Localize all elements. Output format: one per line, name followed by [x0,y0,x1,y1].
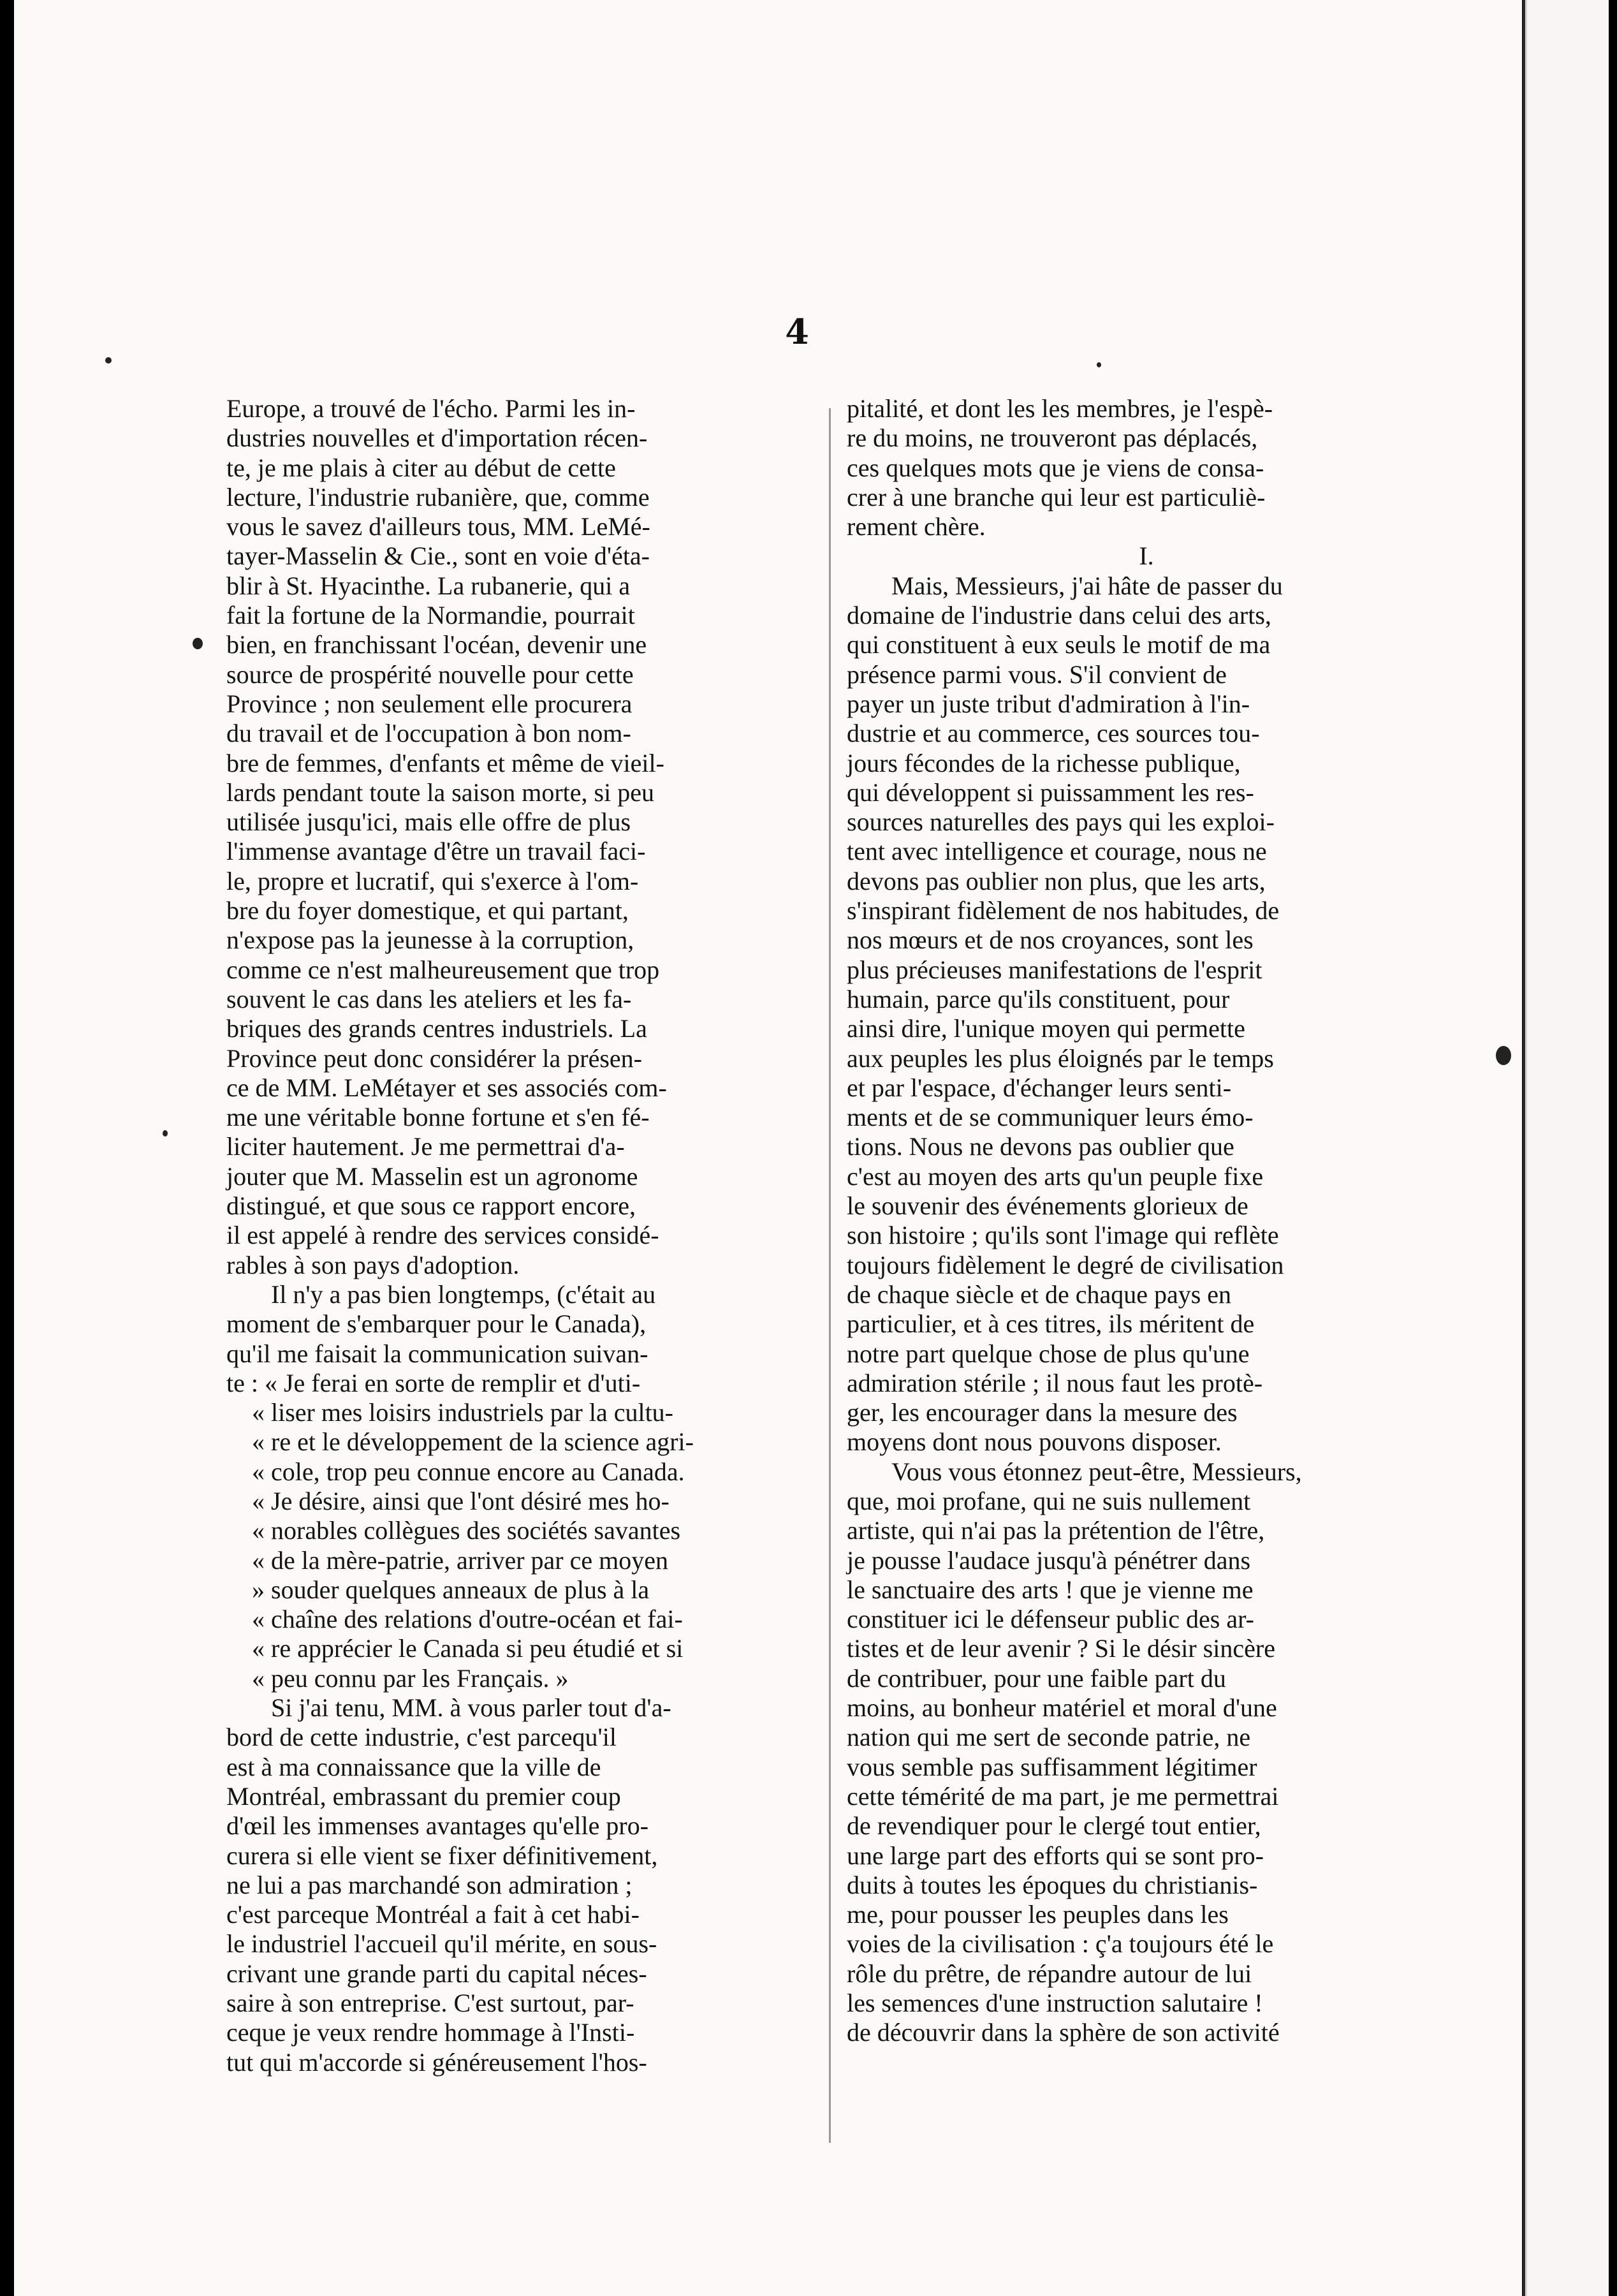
text-line: curera si elle vient se fixer définitivement, [226,1841,658,1870]
text-line: Il n'y a pas bien longtemps, (c'était au [271,1279,656,1309]
text-line: toujours fidèlement le degré de civilisation [847,1250,1284,1279]
text-line: re du moins, ne trouveront pas déplacés, [847,423,1258,453]
text-line: domaine de l'industrie dans celui des arts, [847,601,1271,630]
text-line: notre part quelque chose de plus qu'une [847,1339,1250,1368]
text-line: Montréal, embrassant du premier coup [226,1781,621,1811]
text-line: ne lui a pas marchandé son admiration ; [226,1870,633,1899]
text-line: les semences d'une instruction salutaire ! [847,1989,1263,2018]
ink-speck [1496,1046,1511,1065]
text-line: nation qui me sert de seconde patrie, ne [847,1723,1251,1752]
text-line: il est appelé à rendre des services considé- [226,1221,659,1250]
text-line: admiration stérile ; il nous faut les protè- [847,1368,1263,1397]
text-line: qu'il me faisait la communication suivan- [226,1339,648,1368]
text-line: sources naturelles des pays qui les exploi- [847,807,1275,837]
text-line: payer un juste tribut d'admiration à l'in- [847,689,1250,718]
text-line: tayer-Masselin & Cie., sont en voie d'éta- [226,541,650,571]
text-line: « re et le développement de la science agri- [252,1427,694,1457]
text-line: son histoire ; qu'ils sont l'image qui reflète [847,1221,1279,1250]
text-line: me une véritable bonne fortune et s'en fé- [226,1103,650,1132]
text-line: ceque je veux rendre hommage à l'Insti- [226,2018,635,2047]
text-line: bre de femmes, d'enfants et même de vieil- [226,748,664,777]
text-line: utilisée jusqu'ici, mais elle offre de plus [226,807,631,837]
text-line: » souder quelques anneaux de plus à la [252,1575,650,1604]
text-line: jours fécondes de la richesse publique, [847,748,1241,777]
text-line: bre du foyer domestique, et qui partant, [226,896,629,925]
text-line: « Je désire, ainsi que l'ont désiré mes ho- [252,1486,669,1515]
text-line: devons pas oublier non plus, que les arts, [847,866,1266,895]
text-line: comme ce n'est malheureusement que trop [226,955,660,984]
text-line: blir à St. Hyacinthe. La rubanerie, qui a [226,571,631,600]
text-line: dustries nouvelles et d'importation récen- [226,423,648,453]
text-line: « chaîne des relations d'outre-océan et fai- [252,1605,683,1634]
text-line: Mais, Messieurs, j'ai hâte de passer du [891,571,1283,600]
text-line: aux peuples les plus éloignés par le temps [847,1043,1274,1073]
text-line: Province peut donc considérer la présen- [226,1043,642,1073]
text-line: c'est au moyen des arts qu'un peuple fixe [847,1161,1264,1191]
text-line: tions. Nous ne devons pas oublier que [847,1132,1234,1161]
text-line: moment de s'embarquer pour le Canada), [226,1309,647,1339]
ink-speck [105,357,112,364]
text-line: vous semble pas suffisamment légitimer [847,1752,1257,1781]
text-line: de contribuer, pour une faible part du [847,1663,1226,1693]
text-line: « liser mes loisirs industriels par la cultu- [252,1398,673,1427]
text-line: constituer ici le défenseur public des ar- [847,1605,1254,1634]
text-line: vous le savez d'ailleurs tous, MM. LeMé- [226,512,650,541]
text-line: te, je me plais à citer au début de cette [226,453,616,482]
text-line: saire à son entreprise. C'est surtout, par- [226,1989,634,2018]
text-line: duits à toutes les époques du christianis- [847,1870,1258,1899]
ink-speck [193,638,203,649]
text-line: le souvenir des événements glorieux de [847,1191,1248,1221]
text-line: rables à son pays d'adoption. [226,1250,520,1279]
text-line: liciter hautement. Je me permettrai d'a- [226,1132,625,1161]
text-line: de chaque siècle et de chaque pays en [847,1279,1232,1309]
text-line: Vous vous étonnez peut-être, Messieurs, [891,1457,1302,1486]
section-heading: I. [1139,541,1154,571]
text-line: du travail et de l'occupation à bon nom- [226,719,631,748]
text-line: lecture, l'industrie rubanière, que, comme [226,482,650,511]
text-line: moins, au bonheur matériel et moral d'une [847,1693,1277,1723]
text-line: le, propre et lucratif, qui s'exerce à l'om- [226,866,639,895]
text-line: qui constituent à eux seuls le motif de ma [847,630,1271,659]
text-line: de découvrir dans la sphère de son activité [847,2018,1280,2047]
left-column [226,394,819,2077]
text-line: humain, parce qu'ils constituent, pour [847,984,1230,1013]
text-line: jouter que M. Masselin est un agronome [226,1161,638,1191]
text-line: l'immense avantage d'être un travail faci- [226,837,646,866]
text-line: tent avec intelligence et courage, nous ne [847,837,1267,866]
text-line: « de la mère-patrie, arriver par ce moyen [252,1545,668,1575]
text-line: plus précieuses manifestations de l'esprit [847,955,1262,984]
text-line: n'expose pas la jeunesse à la corruption, [226,925,634,955]
text-line: ainsi dire, l'unique moyen qui permette [847,1014,1245,1043]
text-line: moyens dont nous pouvons disposer. [847,1427,1222,1457]
text-line: distingué, et que sous ce rapport encore, [226,1191,636,1221]
text-line: source de prospérité nouvelle pour cette [226,659,634,689]
text-line: Province ; non seulement elle procurera [226,689,633,718]
right-paragraph-2 [847,571,1433,1457]
left-paragraph-3 [226,1693,819,2077]
text-line: présence parmi vous. S'il convient de [847,659,1227,689]
text-line: particulier, et à ces titres, ils méritent de [847,1309,1255,1339]
text-line: me, pour pousser les peuples dans les [847,1900,1229,1929]
text-line: est à ma connaissance que la ville de [226,1752,601,1781]
text-line: souvent le cas dans les ateliers et les fa- [226,984,632,1013]
text-line: ce de MM. LeMétayer et ses associés com- [226,1073,667,1102]
text-line: s'inspirant fidèlement de nos habitudes, de [847,896,1280,925]
left-paragraph-1 [226,394,819,1280]
text-line: ments et de se communiquer leurs émo- [847,1103,1254,1132]
ink-speck [1097,362,1101,367]
text-line: cette témérité de ma part, je me permettrai [847,1781,1279,1811]
text-line: « norables collègues des sociétés savantes [252,1516,681,1545]
facing-page-edge [1525,0,1609,2296]
right-column [847,394,1433,2048]
text-line: « peu connu par les Français. » [252,1663,569,1693]
left-paragraph-2 [226,1280,819,1693]
text-line: nos mœurs et de nos croyances, sont les [847,925,1254,955]
text-line: qui développent si puissamment les res- [847,777,1254,807]
text-line: dustrie et au commerce, ces sources tou- [847,719,1260,748]
text-line: c'est parceque Montréal a fait à cet habi- [226,1900,640,1929]
text-line: briques des grands centres industriels. La [226,1014,647,1043]
text-line: de revendiquer pour le clergé tout entier, [847,1811,1261,1841]
text-line: d'œil les immenses avantages qu'elle pro- [226,1811,649,1841]
text-line: et par l'espace, d'échanger leurs senti- [847,1073,1232,1102]
text-line: voies de la civilisation : ç'a toujours été le [847,1929,1274,1959]
text-line: tistes et de leur avenir ? Si le désir sincère [847,1634,1275,1663]
text-line: le industriel l'accueil qu'il mérite, en sous- [226,1929,657,1959]
text-line: tut qui m'accorde si généreusement l'hos- [226,2047,647,2077]
text-line: ger, les encourager dans la mesure des [847,1398,1238,1427]
right-paragraph-1 [847,394,1433,541]
text-line: lards pendant toute la saison morte, si peu [226,777,654,807]
text-line: bord de cette industrie, c'est parcequ'il [226,1723,617,1752]
text-line: crer à une branche qui leur est particuliè- [847,482,1266,511]
column-divider [829,408,831,2143]
text-line: rement chère. [847,512,986,541]
text-line: crivant une grande parti du capital néces- [226,1959,647,1988]
text-line: je pousse l'audace jusqu'à pénétrer dans [847,1545,1251,1575]
text-line: « re apprécier le Canada si peu étudié et si [252,1634,684,1663]
text-line: « cole, trop peu connue encore au Canada. [252,1457,685,1486]
text-line: te : « Je ferai en sorte de remplir et d'uti- [226,1368,641,1397]
ink-speck [163,1130,168,1137]
text-line: pitalité, et dont les les membres, je l'espè- [847,394,1273,423]
page-number: 4 [785,311,809,352]
text-line: artiste, qui n'ai pas la prétention de l'être, [847,1516,1265,1545]
text-line: ces quelques mots que je viens de consa- [847,453,1264,482]
text-line: Europe, a trouvé de l'écho. Parmi les in- [226,394,636,423]
text-line: que, moi profane, qui ne suis nullement [847,1486,1251,1515]
text-line: fait la fortune de la Normandie, pourrait [226,601,635,630]
right-paragraph-3 [847,1457,1433,2048]
text-line: Si j'ai tenu, MM. à vous parler tout d'a- [271,1693,671,1723]
text-line: une large part des efforts qui se sont pro- [847,1841,1264,1870]
text-line: rôle du prêtre, de répandre autour de lui [847,1959,1252,1988]
text-line: le sanctuaire des arts ! que je vienne me [847,1575,1254,1604]
text-line: bien, en franchissant l'océan, devenir une [226,630,647,659]
